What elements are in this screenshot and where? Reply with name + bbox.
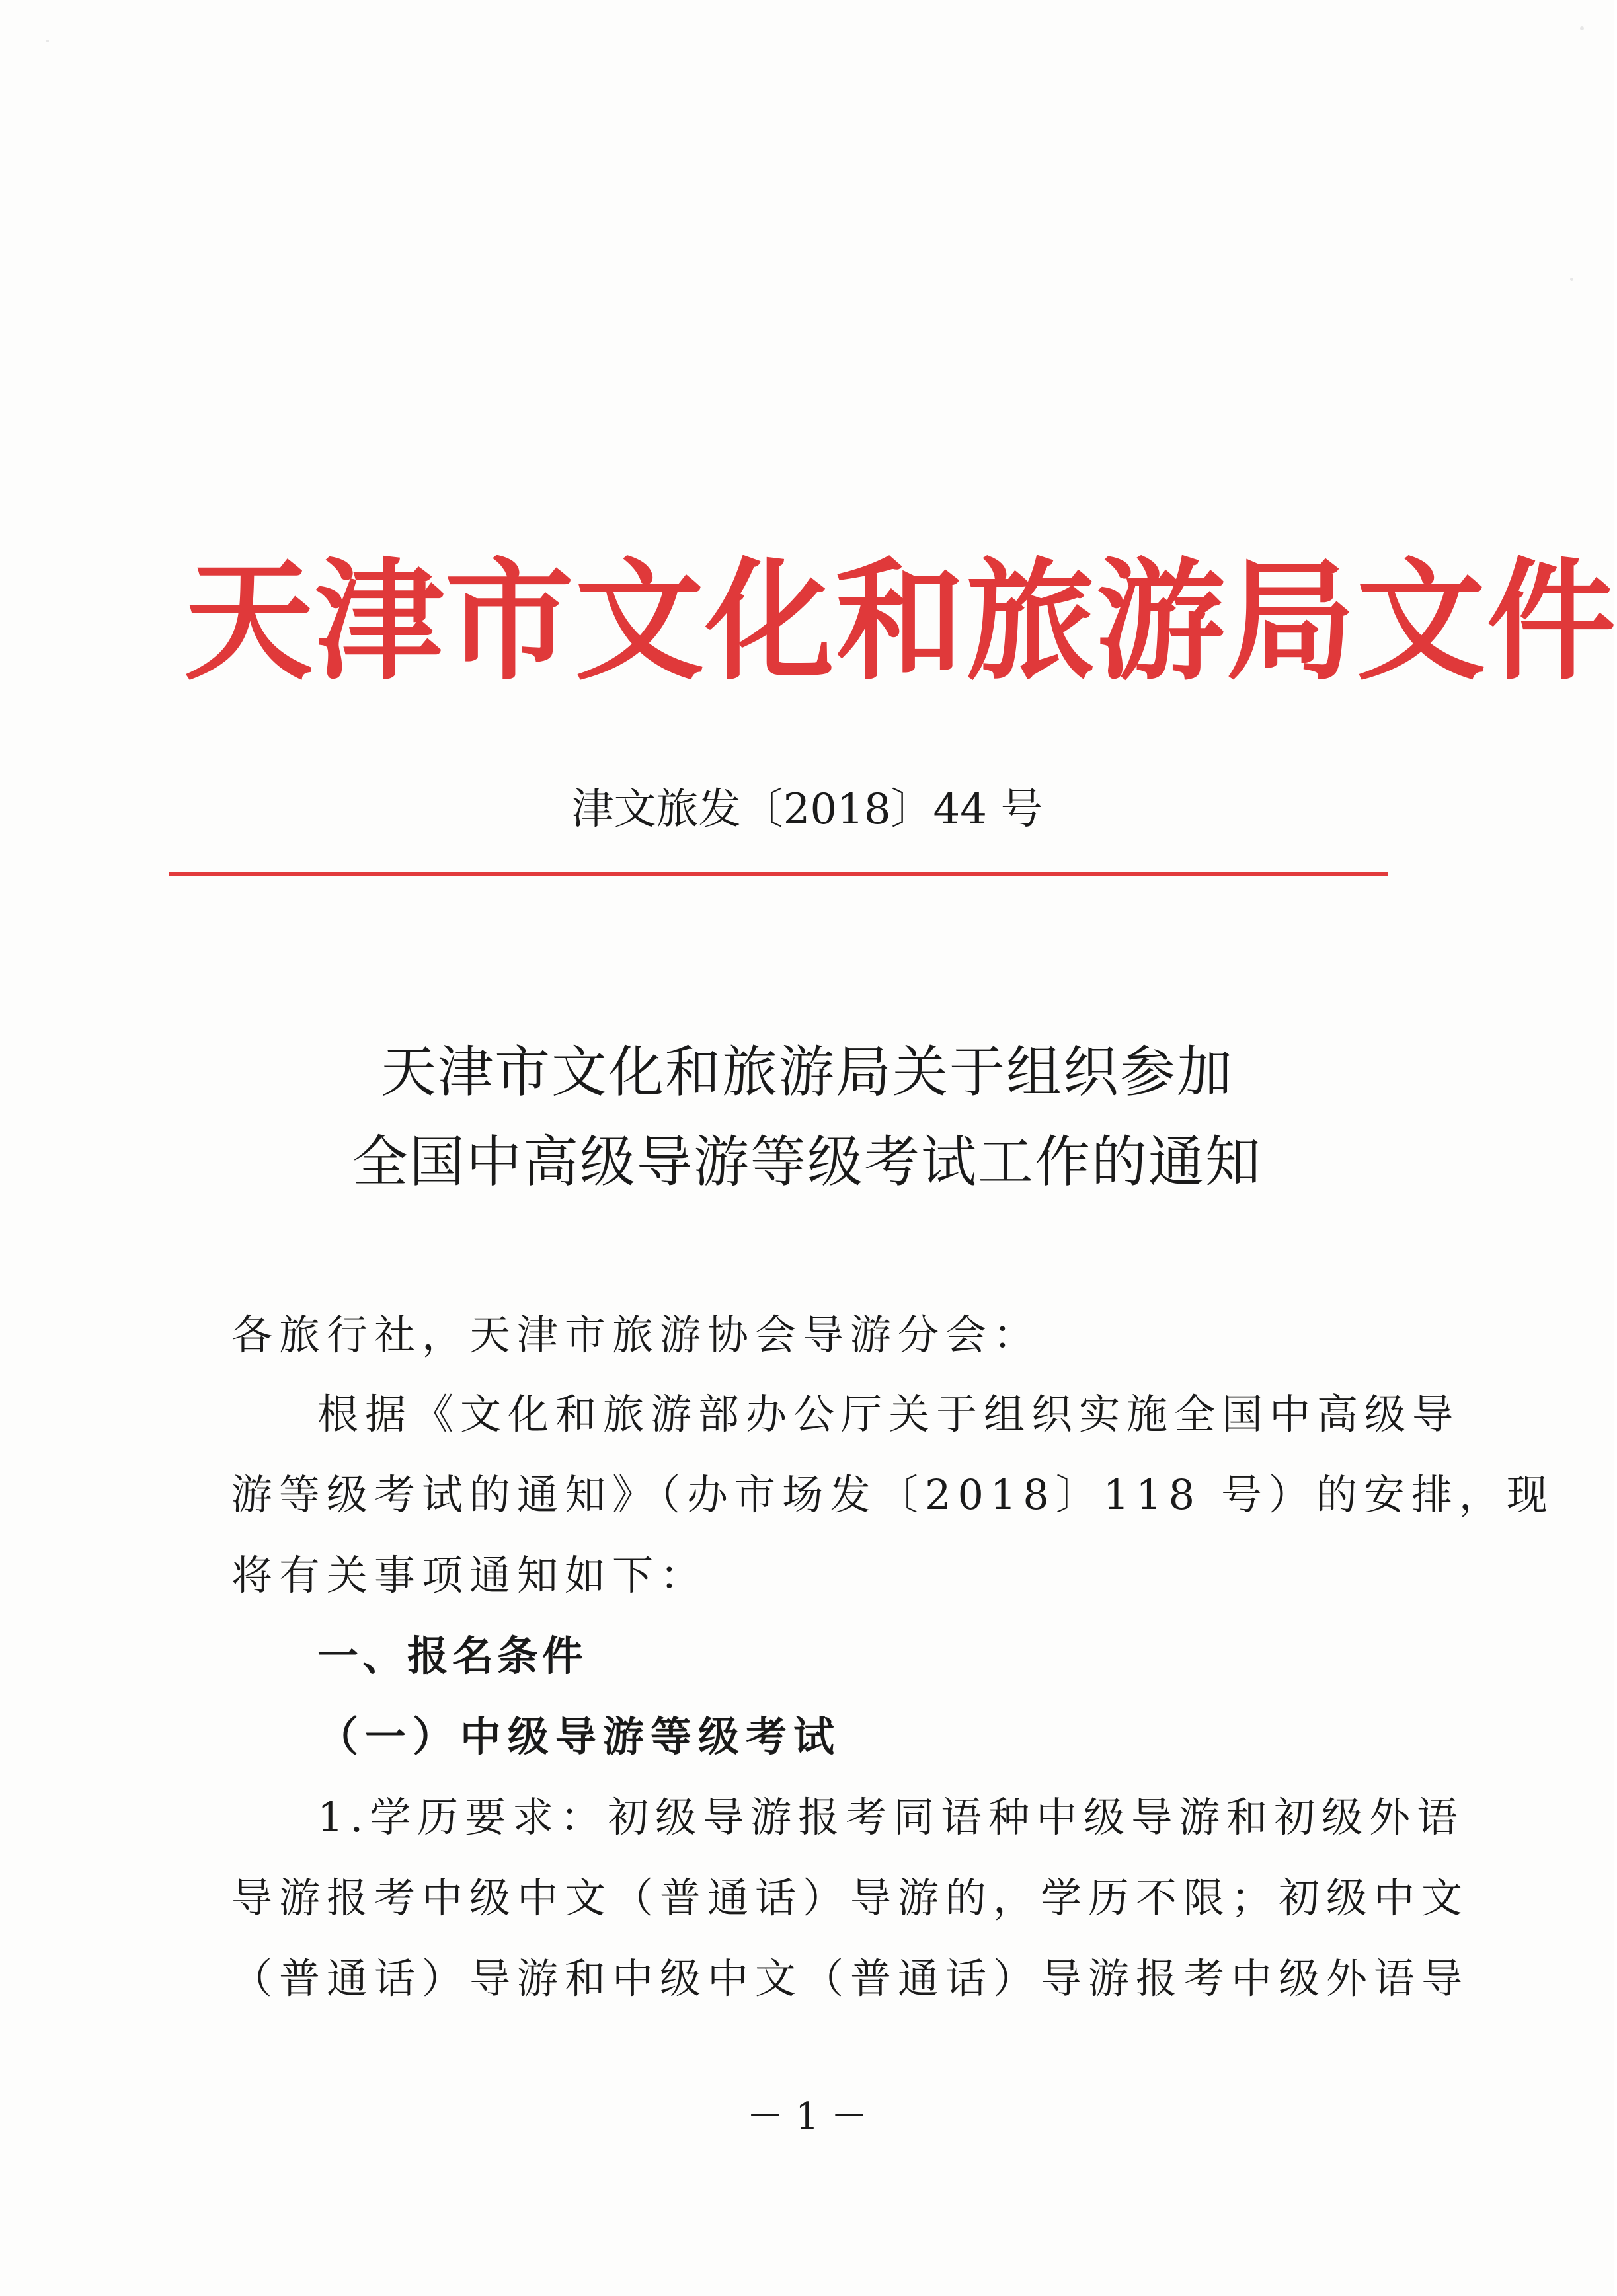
- paragraph-1-line-3: 将有关事项通知如下：: [231, 1551, 708, 1599]
- item-1-line-1: 1.学历要求：初级导游报考同语种中级导游和初级外语: [317, 1793, 1465, 1841]
- item-1-line-3: （普通话）导游和中级中文（普通话）导游报考中级外语导: [231, 1954, 1470, 2003]
- paragraph-1-line-2: 游等级考试的通知》（办市场发〔2018〕118 号）的安排，现: [231, 1471, 1554, 1519]
- masthead-title: 天津市文化和旅游局文件: [184, 544, 1617, 698]
- subsection-heading-1: （一）中级导游等级考试: [317, 1712, 842, 1761]
- document-number: 津文旅发〔2018〕44 号: [571, 785, 1043, 834]
- salutation: 各旅行社，天津市旅游协会导游分会：: [231, 1311, 1041, 1359]
- page-number: － 1 －: [746, 2095, 868, 2138]
- section-heading-1: 一、报名条件: [317, 1632, 588, 1680]
- red-divider-line: [169, 872, 1388, 876]
- paragraph-1-line-1: 根据《文化和旅游部办公厅关于组织实施全国中高级导: [317, 1390, 1460, 1438]
- item-1-line-2: 导游报考中级中文（普通话）导游的，学历不限；初级中文: [231, 1874, 1470, 1922]
- notice-title-line-1: 天津市文化和旅游局关于组织参加: [380, 1040, 1234, 1104]
- notice-title-line-2: 全国中高级导游等级考试工作的通知: [352, 1129, 1262, 1194]
